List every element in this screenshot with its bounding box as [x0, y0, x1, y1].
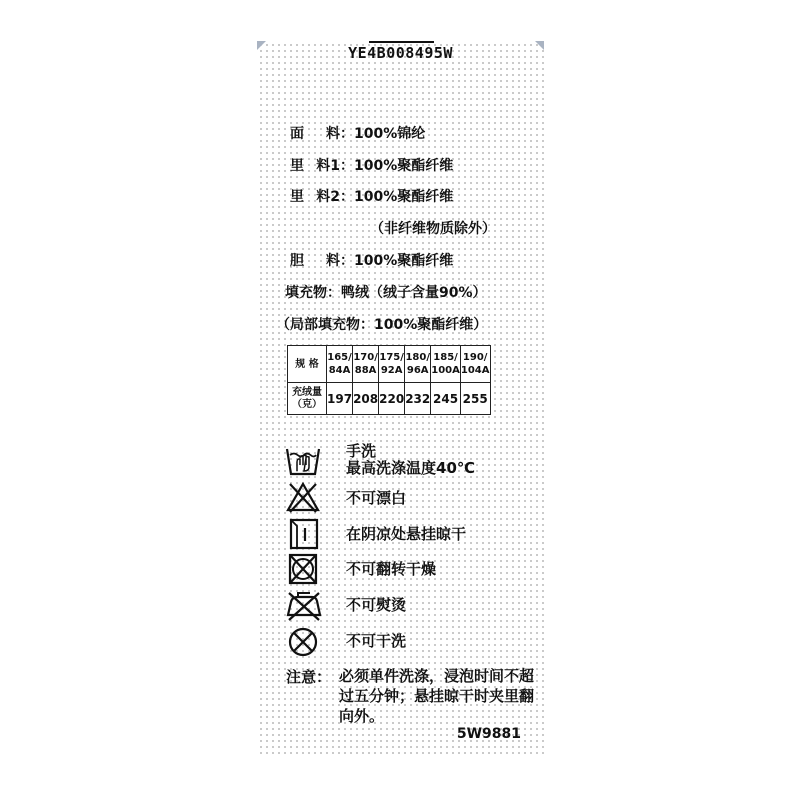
size-cell: 190/ 104A	[460, 346, 490, 383]
fill-weight-cell: 197	[327, 383, 353, 415]
care-text: 在阴凉处悬挂晾干	[346, 525, 467, 543]
care-text: 不可翻转干燥	[346, 560, 437, 578]
composition-liner	[290, 252, 453, 270]
composition-label: 面 料	[290, 126, 340, 142]
no-tumble-dry-icon	[285, 553, 321, 585]
care-text: 不可干洗	[346, 632, 407, 650]
fill-weight-row	[288, 383, 491, 415]
care-text: 不可漂白	[346, 489, 407, 507]
style-code: YE4B008495W	[348, 44, 453, 62]
composition-lining-1	[290, 157, 453, 175]
size-cell: 185/ 100A	[431, 346, 461, 383]
size-header-cell: 规 格	[288, 346, 327, 383]
size-cell: 180/ 96A	[405, 346, 431, 383]
care-text: 手洗 最高洗涤温度40℃	[346, 442, 476, 477]
composition-value: ：100%聚酯纤维	[340, 253, 454, 269]
note-label: 注意：	[286, 668, 332, 686]
composition-note: （非纤维物质除外）	[370, 221, 496, 237]
care-label	[257, 41, 544, 755]
no-bleach-icon	[285, 481, 321, 513]
composition-value: ：100%锦纶	[340, 126, 426, 142]
composition-lining-2	[290, 188, 453, 206]
composition-value: ：100%聚酯纤维	[340, 189, 454, 205]
composition-partial-filling: （局部填充物：100%聚酯纤维）	[276, 317, 488, 333]
note-text: 必须单件洗涤，浸泡时间不超过五分钟；悬挂晾干时夹里翻向外。	[339, 667, 535, 725]
fill-weight-cell: 232	[405, 383, 431, 415]
no-iron-icon	[285, 589, 323, 621]
no-dry-clean-icon	[285, 626, 321, 658]
fill-weight-cell: 255	[460, 383, 490, 415]
fill-weight-cell: 208	[353, 383, 379, 415]
composition-label: 胆 料	[290, 253, 340, 269]
footer-code: 5W9881	[456, 726, 521, 742]
care-no-bleach	[257, 481, 544, 515]
hand-wash-icon	[285, 443, 321, 477]
fill-weight-header-cell: 充绒量 （克）	[288, 383, 327, 415]
care-no-iron	[257, 589, 544, 623]
size-cell: 175/ 92A	[379, 346, 405, 383]
size-row	[288, 346, 491, 383]
fill-weight-cell: 245	[431, 383, 461, 415]
fill-weight-cell: 220	[379, 383, 405, 415]
composition-shell	[290, 125, 425, 143]
composition-label: 里 料1	[290, 158, 340, 174]
care-text: 不可熨烫	[346, 596, 407, 614]
care-no-tumble-dry	[257, 553, 544, 587]
line-dry-shade-icon	[285, 518, 321, 550]
care-no-dry-clean	[257, 626, 544, 660]
composition-label: 里 料2	[290, 189, 340, 205]
composition-value: ：100%聚酯纤维	[340, 158, 454, 174]
care-hand-wash	[257, 443, 544, 477]
care-line-dry	[257, 518, 544, 552]
code-overline	[369, 41, 434, 43]
size-cell: 170/ 88A	[353, 346, 379, 383]
composition-filling: 填充物：鸭绒（绒子含量90%）	[285, 285, 487, 301]
size-table	[287, 345, 491, 415]
size-cell: 165/ 84A	[327, 346, 353, 383]
